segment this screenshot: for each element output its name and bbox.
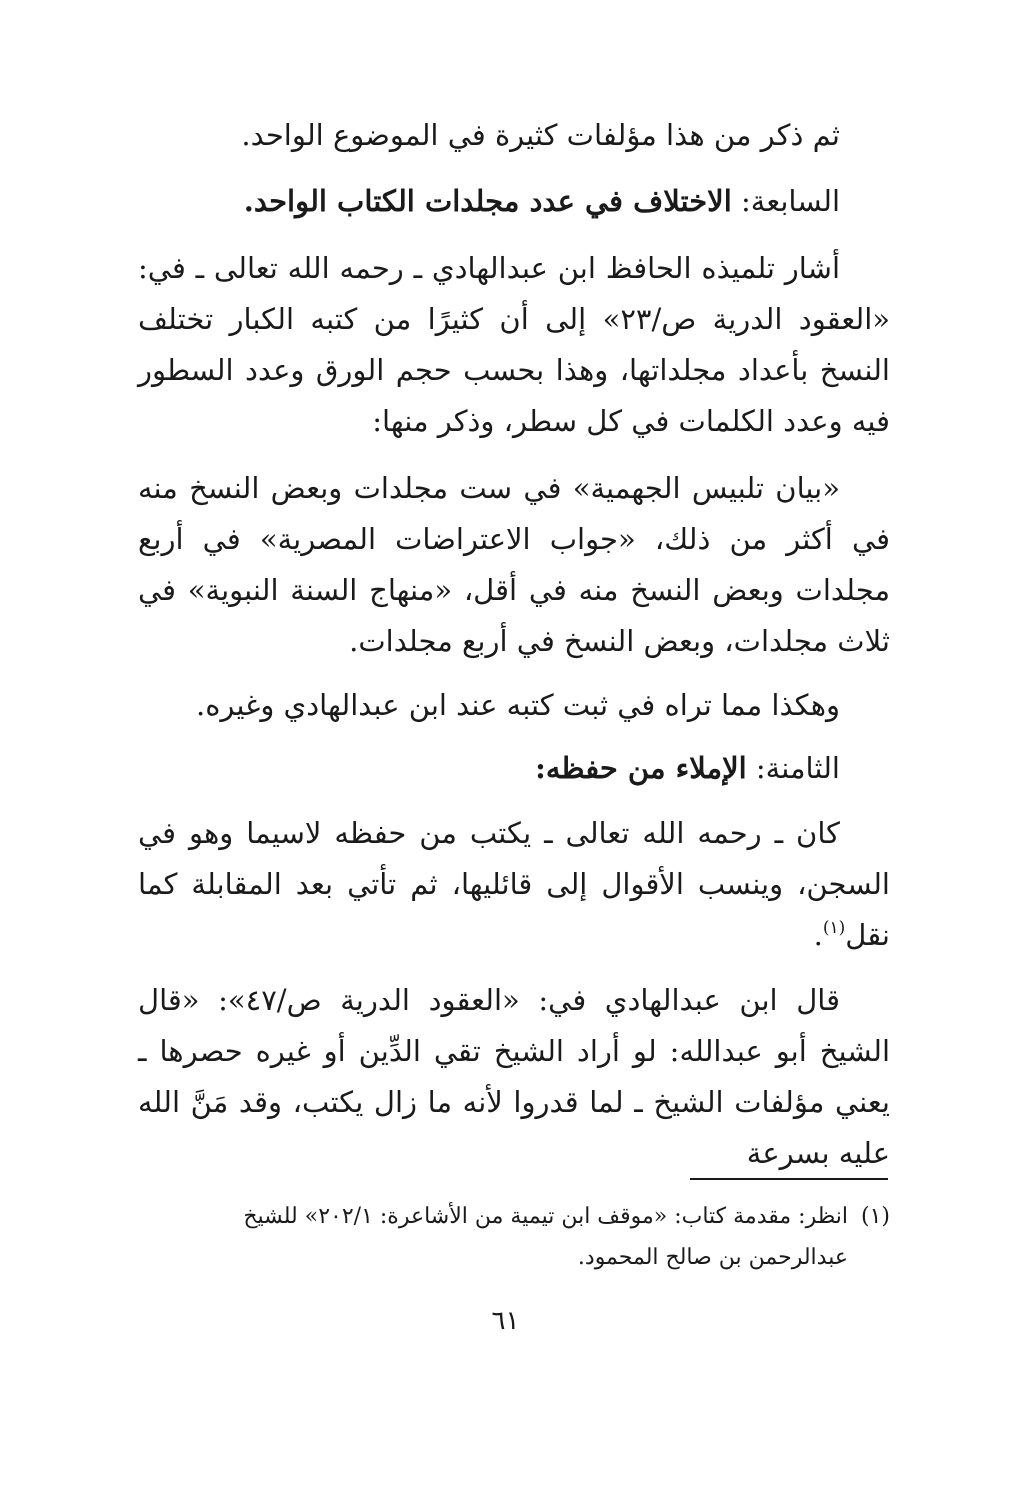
paragraph-mentioned-works xyxy=(138,110,890,161)
paragraph-text: «بيان تلبيس الجهمية» في ست مجلدات وبعض النسخ منه في أكثر من ذلك، «جواب الاعتراضات المصرية» في أربع مجلدات وبعض النسخ منه في أقل، «منهاج السنة النبوية» في ثلاث مجلدات، وبعض النسخ في أربع مجلدات. xyxy=(138,471,890,658)
paragraph-text: وهكذا مما تراه في ثبت كتبه عند ابن عبدالهادي وغيره. xyxy=(195,688,840,722)
paragraph-text: كان ـ رحمه الله تعالى ـ يكتب من حفظه لاسيما وهو في السجن، وينسب الأقوال إلى قائليها، ثم تأتي بعد المقابلة كما نقل xyxy=(138,816,890,952)
paragraph-writing-from-memory xyxy=(138,808,890,961)
footnote-separator xyxy=(690,1178,888,1180)
paragraph-volumes-list xyxy=(138,463,890,667)
heading-seventh xyxy=(138,176,890,227)
footnote xyxy=(138,1196,890,1278)
heading-eighth-label: الثامنة: xyxy=(746,751,840,785)
heading-seventh-title: الاختلاف في عدد مجلدات الكتاب الواحد. xyxy=(243,184,732,218)
heading-eighth-title: الإملاء من حفظه: xyxy=(535,751,747,785)
heading-seventh-label: السابعة: xyxy=(731,184,840,218)
footnote-marker: (١) xyxy=(860,1204,890,1229)
paragraph-abu-abdullah-quote xyxy=(138,975,890,1179)
footnote-line-1 xyxy=(138,1196,890,1237)
footnote-line-2: عبدالرحمن بن صالح المحمود. xyxy=(577,1245,848,1270)
footnote-text: انظر: مقدمة كتاب: «موقف ابن تيمية من الأشاعرة: ٢٠٢/١» للشيخ xyxy=(243,1204,848,1229)
paragraph-ibn-abdulhadi-reference xyxy=(138,243,890,447)
sentence-end: . xyxy=(813,918,823,952)
paragraph-text: ثم ذكر من هذا مؤلفات كثيرة في الموضوع الواحد. xyxy=(241,118,840,152)
paragraph-text: قال ابن عبدالهادي في: «العقود الدرية ص/٤٧»: «قال الشيخ أبو عبدالله: لو أراد الشيخ تقي الدِّين أو غيره حصرها ـ يعني مؤلفات الشيخ ـ لما قدروا لأنه ما زال يكتب، وقد مَنَّ الله عليه بسرعة xyxy=(138,983,890,1170)
page-number: ٦١ xyxy=(491,1306,520,1336)
paragraph-text: أشار تلميذه الحافظ ابن عبدالهادي ـ رحمه الله تعالى ـ في: «العقود الدرية ص/٢٣» إلى أن كثيرًا من كتبه الكبار تختلف النسخ بأعداد مجلداتها، وهذا بحسب حجم الورق وعدد السطور فيه وعدد الكلمات في كل سطر، وذكر منها: xyxy=(138,251,890,438)
heading-eighth xyxy=(138,743,890,794)
paragraph-and-so-on xyxy=(138,680,890,731)
footnote-reference[interactable]: (١) xyxy=(822,918,846,938)
